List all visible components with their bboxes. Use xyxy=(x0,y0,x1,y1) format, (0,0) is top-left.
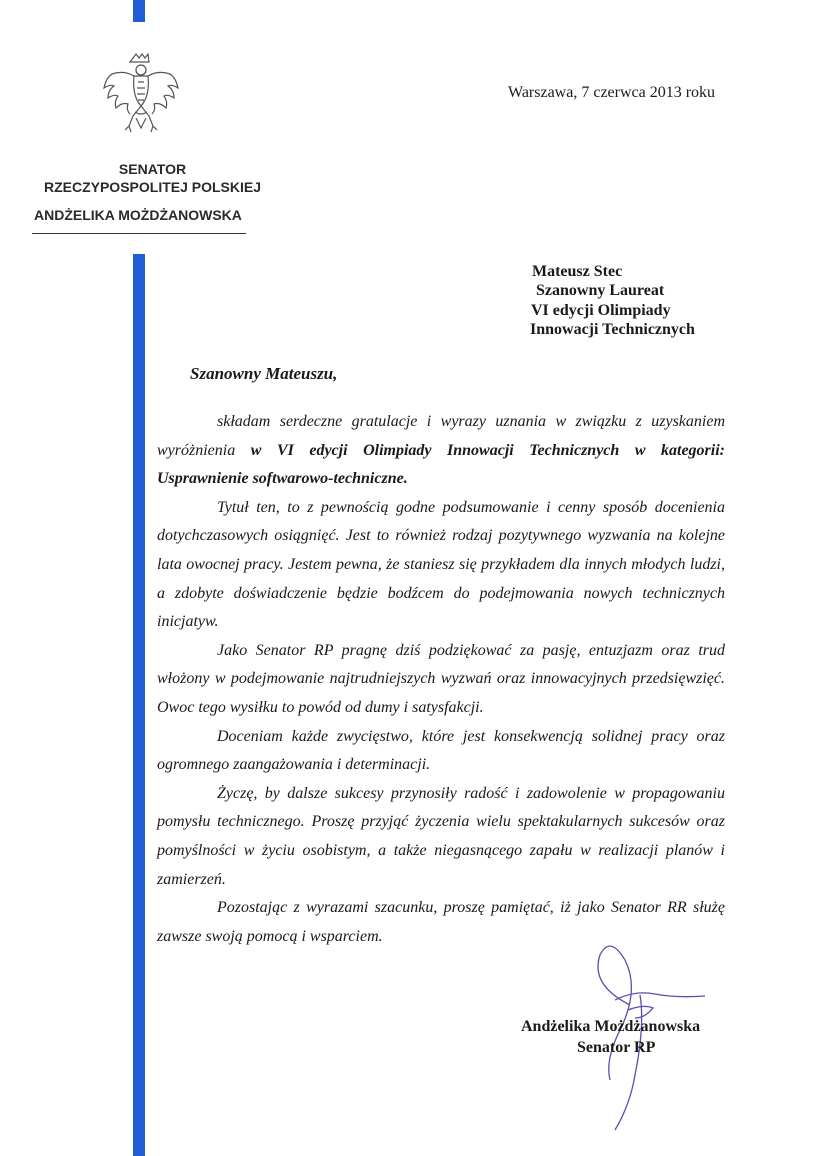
recipient-line-2: Szanowny Laureat xyxy=(536,282,665,299)
paragraph-1-text: składam serdeczne gratulacje i wyrazy uznania w związku z uzyskaniem wyróżnienia xyxy=(157,413,725,459)
signatory-title: Senator RP xyxy=(577,1039,656,1056)
senator-country: RZECZYPOSPOLITEJ POLSKIEJ xyxy=(43,179,262,195)
senator-name-header: ANDŻELIKA MOŻDŻANOWSKA xyxy=(34,207,242,223)
polish-eagle-emblem-icon xyxy=(100,52,182,136)
paragraph-6: Pozostając z wyrazami szacunku, proszę pamiętać, iż jako Senator RR służę zawsze swoją pomocą i wsparciem. xyxy=(157,899,725,945)
accent-bar-top xyxy=(133,0,145,22)
signatory-name: Andżelika Możdżanowska xyxy=(521,1018,701,1035)
recipient-line-3: VI edycji Olimpiady xyxy=(531,302,671,319)
paragraph-3: Jako Senator RP pragnę dziś podziękować za pasję, entuzjazm oraz trud włożony w podejmowanie najtrudniejszych wyzwań oraz innowacyjnych przedsięwzięć. Owoc tego wysiłku to powód od dumy i satysfakcji. xyxy=(157,641,725,716)
header-divider xyxy=(32,233,246,234)
accent-bar-side xyxy=(133,254,145,1156)
paragraph-2: Tytuł ten, to z pewnością godne podsumowanie i cenny sposób docenienia dotychczasowych osiągnięć. Jest to również rodzaj pozytywnego wyzwania na kolejne lata owocnej pracy. Jestem pewna, że staniesz się przykładem dla innych młodych ludzi, a zdobyte doświadczenie będzie bodźcem do podejmowania nowych technicznych inicjatyw. xyxy=(157,498,725,631)
paragraph-1-emphasis: w VI edycji Olimpiady Innowacji Technicznych w kategorii: Usprawnienie softwarowo-techniczne. xyxy=(157,441,726,488)
recipient-name: Mateusz Stec xyxy=(532,263,623,280)
recipient-line-4: Innowacji Technicznych xyxy=(530,321,695,338)
paragraph-1 xyxy=(157,408,725,494)
salutation: Szanowny Mateuszu, xyxy=(190,364,338,383)
senator-title: SENATOR xyxy=(118,161,187,177)
paragraph-4: Doceniam każde zwycięstwo, które jest konsekwencją solidnej pracy oraz ogromnego zaangażowania i determinacji. xyxy=(157,727,725,774)
letter-body xyxy=(157,408,725,951)
paragraph-5: Życzę, by dalsze sukcesy przynosiły radość i zadowolenie w propagowaniu pomysłu technicznego. Proszę przyjąć życzenia wielu spektakularnych sukcesów oraz pomyślności w życiu osobistym, a także niegasnącego zapału w realizacji planów i zamierzeń. xyxy=(157,784,725,888)
letter-date: Warszawa, 7 czerwca 2013 roku xyxy=(508,84,716,101)
